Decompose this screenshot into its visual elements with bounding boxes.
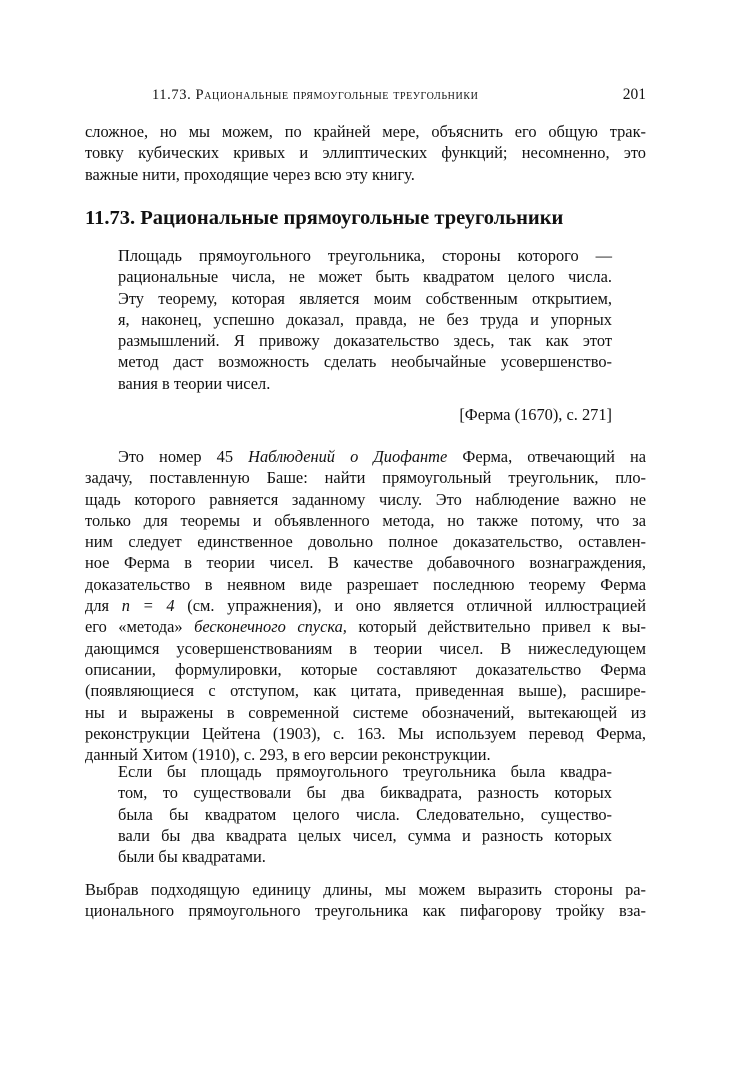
text-line: щадь которого равняется заданному числу. Это наблюдение важно не [85,489,646,509]
text-line: доказательство в неявном виде разрешает последнюю теорему Ферма [85,574,646,594]
text-line: Эту теорему, которая является моим собственным открытием, [118,288,612,308]
italic-term: бесконечного спуска, [194,617,347,637]
running-header [152,86,646,104]
text-line: вали бы два квадрата целых чисел, сумма и разность которых [118,825,612,845]
fermat-quote [118,245,612,394]
text-line: только для теоремы и объявленного метода, но также потому, что за [85,510,646,530]
text-line: я, наконец, успешно доказал, правда, не без труда и упорных [118,309,612,329]
text-line: том, то существовали бы два биквадрата, разность которых [118,783,612,803]
text-line: метод даст возможность сделать необычайные усовершенство- [118,352,612,372]
text-line: дающимся усовершенствованиям в теории чисел. В нижеследующем [85,638,646,658]
text-line: сложное, но мы можем, по крайней мере, объяснить его общую трак- [85,122,646,141]
text-line: задачу, поставленную Баше: найти прямоугольный треугольник, пло- [85,468,646,488]
closing-paragraph [85,879,646,922]
text-line: для n = 4 (см. упражнения), и оно является отличной иллюстрацией [85,596,646,616]
text-line: Это номер 45 Наблюдений о Диофанте Ферма, отвечающий на [118,447,646,466]
text-line: Если бы площадь прямоугольного треугольника была квадра- [118,762,612,781]
text-line: важные нити, проходящие через всю эту книгу. [85,164,415,184]
body-paragraph [85,446,646,765]
text-line: его «метода» бесконечного спуска, который действительно привел к вы- [85,617,646,637]
text-line: описании, формулировки, которые составляют доказательство Ферма [85,659,646,679]
text-line: ное Ферма в теории чисел. В качестве добавочного вознаграждения, [85,553,646,573]
proof-quote [118,761,612,867]
text-line: были бы квадратами. [118,847,266,867]
page-number: 201 [622,86,646,103]
text-line: Выбрав подходящую единицу длины, мы можем выразить стороны ра- [85,880,646,899]
text-line: была бы квадратом целого числа. Следовательно, существо- [118,804,612,824]
italic-title: Наблюдений о Диофанте [248,447,448,466]
running-title: 11.73. Рациональные прямоугольные треугольники [152,87,479,103]
text-line: ним следует единственное довольно полное доказательство, оставлен- [85,532,646,552]
text-line: вания в теории чисел. [118,373,271,393]
text-line: ционального прямоугольного треугольника как пифагорову тройку вза- [85,901,646,921]
text-line: размышлений. Я привожу доказательство здесь, так как этот [118,331,612,351]
math-expression: n = 4 [121,596,175,616]
text-line: Площадь прямоугольного треугольника, стороны которого — [118,246,612,265]
quote-citation: [Ферма (1670), с. 271] [459,405,612,424]
intro-paragraph [85,121,646,185]
text-line: рациональные числа, не может быть квадратом целого числа. [118,267,612,287]
text-line: данный Хитом (1910), с. 293, в его версии реконструкции. [85,745,491,765]
section-heading: 11.73. Рациональные прямоугольные треугольники [85,207,564,229]
text-line: ны и выражены в современной системе обозначений, вытекающей из [85,702,646,722]
text-line: реконструкции Цейтена (1903), с. 163. Мы используем перевод Ферма, [85,723,646,743]
text-line: товку кубических кривых и эллиптических функций; несомненно, это [85,143,646,163]
text-line: (появляющиеся с отступом, как цитата, приведенная выше), расшире- [85,681,646,701]
